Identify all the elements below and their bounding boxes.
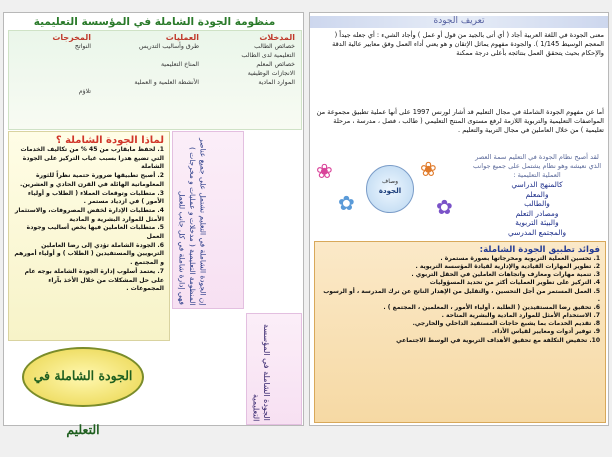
advantage-item: 3. تنمية مهارات ومعارف واتجاهات العاملين في الحقل التربوي .	[411, 271, 600, 279]
scope-text: لقد أصبح نظام الجودة في التعليم سمة العصر الذي نعيشه وهو نظام يشتمل على جميع جوانب العملية التعليمية :	[472, 153, 602, 179]
system-title: منظومة الجودة الشاملة في المؤسسة التعليمية	[33, 16, 276, 28]
system-columns	[8, 30, 302, 130]
advantage-item: 2. تطوير المهارات القيادية والإدارية لقيادة المؤسسة التربوية .	[415, 263, 600, 271]
column-heading: المخرجات	[52, 33, 91, 42]
flower-icon: ✿	[436, 195, 453, 219]
quality-logo	[22, 347, 144, 437]
badge-text: الجودة	[378, 187, 402, 195]
vertical-side-panel	[246, 313, 302, 425]
definition-heading: تعريف الجودة	[310, 16, 608, 28]
why-quality-panel	[8, 131, 170, 341]
history-text: أما عن مفهوم الجودة الشاملة في مجال التعليم قد أشار لورنس 1997 على أنها عملية تطبيق مجموعة من المواصفات التعليمية والتربوية اللازمة لرفع مستوى المنتج التعليمي ( طالب ، فصل ، مدرسة ، مرحلة تعليمية ) من خلال العاملين في مجال التربية والتعليم .	[316, 108, 604, 134]
column-item: النواتج	[74, 43, 91, 50]
why-item: 2. أصبح تطبيقها ضرورة حتمية نظراً للثورة المعلوماتية الهائلة في القرن الحادي و العشرين.	[20, 172, 164, 188]
decor-badges	[316, 151, 466, 231]
vertical-definition-text: إن الجودة الشاملة في التعليم تشتمل على جميع عناصر المنظومة التعليمية ( مدخلات و عمليات و مخرجات ) فهي إدارة شاملة في كل جانب للعمل	[177, 137, 208, 305]
quality-badge	[366, 165, 414, 213]
column-heading: المدخلات	[259, 33, 295, 42]
advantage-item: 10. تخفيض التكلفة مع تحقيق الأهداف التربوية في الوسط الاجتماعي	[396, 336, 600, 344]
column-item: تلاؤم	[78, 88, 91, 95]
column-item: طرق وأساليب التدريس	[139, 43, 199, 50]
right-page	[309, 12, 609, 426]
scope-item: والطالب	[524, 199, 550, 208]
column-heading: العمليات	[165, 33, 199, 42]
scope-item: ومصادر التعلم	[515, 208, 559, 218]
vertical-definition-panel	[172, 131, 244, 309]
why-item: 1. لحفظ مابقارب من 45 % من تكاليف الخدمات التي تضيع هدرا بسبب غياب التركيز على الجودة الشاملة	[20, 146, 164, 171]
advantage-item: 4. التركيز على تطوير العمليات أكثر من تحديد المسؤوليات	[429, 279, 600, 287]
definition-text: معنى الجودة في اللغة العربية أجاد ( أي أتى بالجيد من قول أو عمل ) وأجاد الشيء : أي جعله جيداً ( المعجم الوسيط 1/145 ). والجودة مفهوم يماثل الإتقان و هو يعني أداء العمل وفق معايير عالية الدقة والإحكام بحيث يتحقق العمل بنتائجه بأعلى درجة ممكنة	[332, 31, 604, 57]
why-item: 3. متطلبات وتوقعات العملاء ( الطلاب و أولياء الأمور ) في ازدياد مستمر .	[27, 189, 164, 206]
scope-item: كالمنهج الدراسي	[511, 180, 563, 189]
why-item: 7. يعتمد أسلوب إدارة الجودة الشاملة بوجه عام على حل المشكلات من خلال الأخذ بآراء المجموعات .	[24, 267, 164, 293]
vertical-side-text: الجودة الشاملة في المؤسسة التعليمية	[251, 324, 271, 421]
scope-item: والمعلم	[525, 189, 549, 199]
scope-item: والبيئة التربوية	[515, 218, 559, 227]
left-page	[3, 12, 304, 437]
flower-icon: ❀	[420, 157, 437, 181]
flower-icon: ❀	[316, 159, 333, 183]
badge-sub: وصاف	[381, 178, 399, 185]
column-inputs	[205, 33, 295, 87]
advantages-title: فوائد تطبيق الجودة الشاملة:	[479, 245, 600, 255]
scope-item: والمجتمع المدرسي	[507, 227, 567, 237]
flower-icon: ✿	[338, 191, 355, 215]
column-outputs	[13, 33, 91, 96]
why-item: 6. الجودة الشاملة تؤدي إلى رضا العاملين التربويين والمستفيدين ( الطلاب ) و أولياء أمورهم و المجتمع .	[14, 241, 164, 267]
scope-block	[468, 153, 606, 237]
column-item: التعليمية لدى الطالب	[241, 52, 295, 59]
advantage-item: 7. الاستخدام الأمثل للموارد المادية والبشرية المتاحة .	[441, 312, 600, 320]
column-item: الأنشطة العلمية و العملية	[134, 79, 199, 86]
column-item: الانجازات الوظيفية	[247, 70, 295, 77]
logo-text: الجودة الشاملة في التعليم	[33, 368, 133, 437]
why-item: 5. متطلبات العاملين فيها بخص أساليب وجودة العمل	[26, 224, 164, 241]
why-item: 4. متطلبات الإدارة لخفض المصروفات، والاستثمار الأمثل للموارد البشرية و المادية	[14, 206, 164, 223]
column-item: الموارد المادية	[258, 79, 295, 86]
why-title: لماذا الجودة الشاملة ؟	[55, 135, 164, 146]
column-processes	[99, 33, 199, 87]
column-item: المناخ التعليمية	[160, 61, 199, 68]
column-item: خصائص المعلم	[256, 61, 295, 68]
advantage-item: 5. العمل المستمر من أجل التحسين ، والتقليل من الإهدار الناتج عن ترك المدرسة ، أو الرسوب .	[323, 287, 600, 303]
advantage-item: 8. تقديم الخدمات بما يشبع حاجات المستفيد الداخلي والخارجي.	[412, 320, 600, 328]
advantage-item: 1. تحسين العملية التربوية ومخرجاتها بصورة مستمرة .	[440, 255, 600, 262]
advantage-item: 9. توفير أدوات ومعايير لقياس الأداء.	[491, 328, 600, 336]
advantage-item: 6. تحقيق رضا المستفيدين ( الطلبة ، أولياء الأمور ، المعلمين ، المجتمع ) .	[383, 303, 600, 311]
column-item: خصائص الطالب	[254, 43, 295, 50]
advantages-panel	[314, 241, 606, 423]
